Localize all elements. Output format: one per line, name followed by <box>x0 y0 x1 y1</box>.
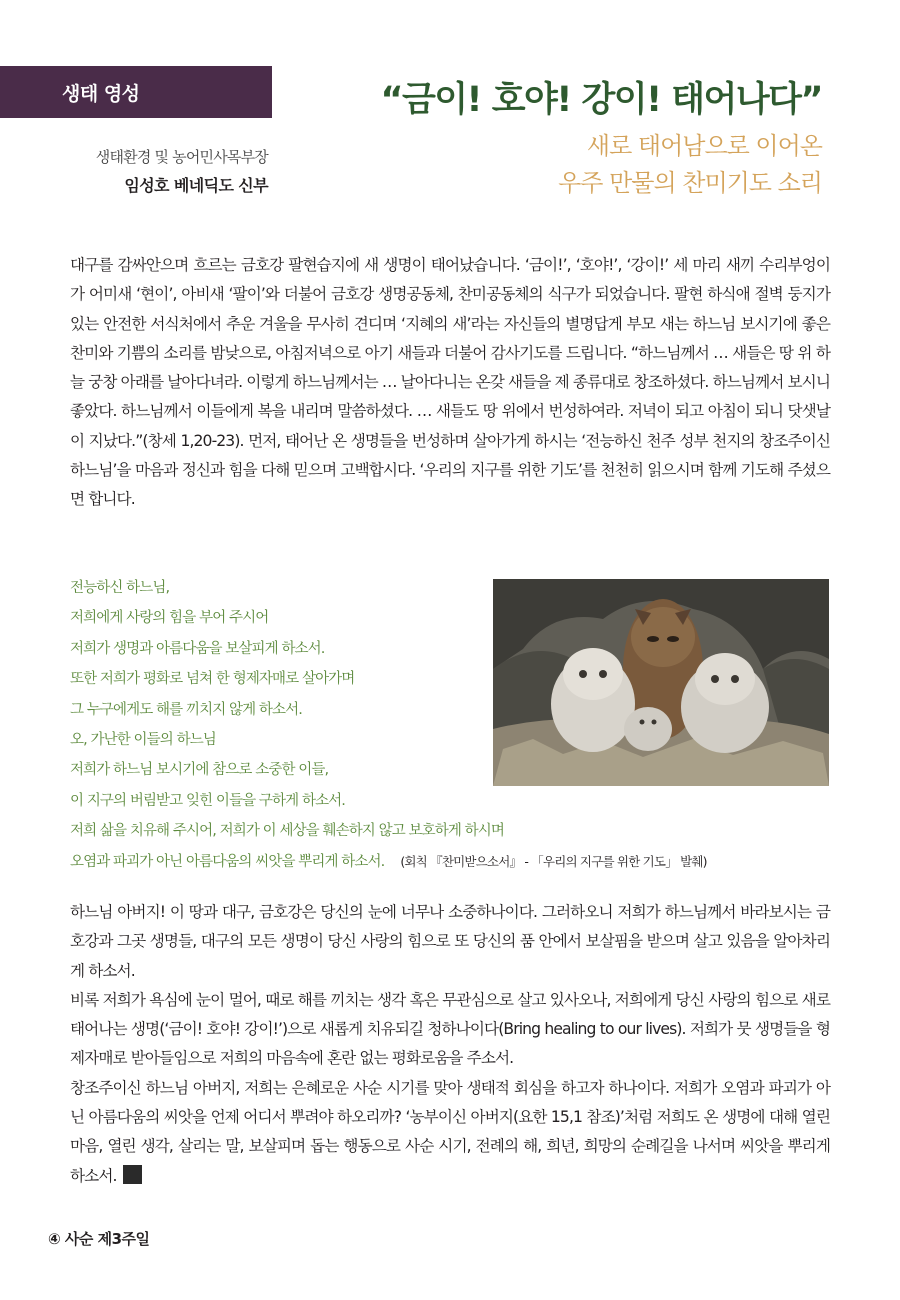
closing-paragraph: 창조주이신 하느님 아버지, 저희는 은혜로운 사순 시기를 맞아 생태적 회심을 하고자 하나이다. 저희가 오염과 파괴가 아닌 아름다움의 씨앗을 언제 어디서 뿌려야 하오리까? ‘농부이신 아버지(요한 15,1 참조)’처럼 저희도 온 생명에 대해 열린 마음, 열린 생각, 살리는 말, 보살피며 돕는 행동으로 사순 시기, 전례의 해, 희년, 희망의 순례길을 나서며 씨앗을 뿌리게 하소서. <box>70 1078 830 1185</box>
prayer-source: (회칙 『찬미받으소서』 - 「우리의 지구를 위한 기도」 발췌) <box>400 853 707 869</box>
subtitle-line: 새로 태어남으로 이어온 <box>586 132 822 160</box>
article-title: “금이! 호야! 강이! 태어나다” <box>380 80 822 120</box>
end-mark-icon <box>123 1165 142 1184</box>
prayer-line: 저희에게 사랑의 힘을 부어 주시어 <box>70 610 269 627</box>
prayer-line: 저희 삶을 치유해 주시어, 저희가 이 세상을 훼손하지 않고 보호하게 하시며 <box>70 823 505 840</box>
owl-family-photo <box>493 579 829 786</box>
closing-paragraph: 비록 저희가 욕심에 눈이 멀어, 때로 해를 끼치는 생각 혹은 무관심으로 살고 있사오나, 저희에게 당신 사랑의 힘으로 새로 태어나는 생명(‘금이! 호야! 강이!’)으로 새롭게 치유되길 청하나이다(Bring healing to our lives). 저희가 뭇 생명들을 형제자매로 받아들임으로 저희의 마음속에 혼란 없는 평화로움을 주소서. <box>70 990 830 1068</box>
intro-paragraph: 대구를 감싸안으며 흐르는 금호강 팔현습지에 새 생명이 태어났습니다. ‘금이!’, ‘호야!’, ‘강이!’ 세 마리 새끼 수리부엉이가 어미새 ‘현이’, 아비새 ‘팔이’와 더불어 금호강 생명공동체, 찬미공동체의 식구가 되었습니다. 팔현 하식애 절벽 둥지가 있는 안전한 서식처에서 추운 겨울을 무사히 견디며 ‘지혜의 새’라는 자신들의 별명답게 부모 새는 하느님 보시기에 좋은 찬미와 기쁨의 소리를 밤낮으로, 아침저녁으로 아기 새들과 더불어 감사기도를 드립니다. “하느님께서 … 새들은 땅 위 하늘 궁창 아래를 날아다녀라. 이렇게 하느님께서는 … 날아다니는 온갖 새들을 제 종류대로 창조하셨다. 하느님께서 보시니 좋았다. 하느님께서 이들에게 복을 내리며 말씀하셨다. … 새들도 땅 위에서 번성하여라. 저녁이 되고 아침이 되니 닷샛날이 지났다.”(창세 1,20-23). 먼저, 태어난 온 생명들을 번성하며 살아가게 하시는 ‘전능하신 천주 성부 천지의 창조주이신 하느님’을 마음과 정신과 힘을 다해 믿으며 고백합시다. ‘우리의 지구를 위한 기도’를 천천히 읽으시며 함께 기도해 주셨으면 합니다. <box>70 256 830 509</box>
section-tag: 생태 영성 <box>0 66 272 118</box>
prayer-block <box>70 573 707 877</box>
author-name: 임성호 베네딕도 신부 <box>124 176 268 195</box>
closing-prayer <box>70 898 830 1191</box>
prayer-line: 이 지구의 버림받고 잊힌 이들을 구하게 하소서. <box>70 792 345 809</box>
subtitle-line: 우주 만물의 찬미기도 소리 <box>558 169 822 197</box>
prayer-last-line <box>70 847 830 877</box>
prayer-line: 저희가 하느님 보시기에 참으로 소중한 이들, <box>70 762 329 779</box>
article-subtitle <box>558 128 822 202</box>
prayer-line: 오염과 파괴가 아닌 아름다움의 씨앗을 뿌리게 하소서. <box>70 853 385 870</box>
prayer-line: 오, 가난한 이들의 하느님 <box>70 732 216 749</box>
prayer-line: 저희가 생명과 아름다움을 보살피게 하소서. <box>70 640 325 657</box>
prayer-line: 또한 저희가 평화로 넘쳐 한 형제자매로 살아가며 <box>70 671 355 688</box>
prayer-line: 그 누구에게도 해를 끼치지 않게 하소서. <box>70 701 302 718</box>
page-footer: ④ 사순 제3주일 <box>48 1230 150 1248</box>
closing-paragraph-last <box>70 1074 830 1191</box>
prayer-line: 전능하신 하느님, <box>70 580 170 596</box>
author-role: 생태환경 및 농어민사목부장 <box>95 148 268 166</box>
closing-paragraph: 하느님 아버지! 이 땅과 대구, 금호강은 당신의 눈에 너무나 소중하나이다. 그러하오니 저희가 하느님께서 바라보시는 금호강과 그곳 생명들, 대구의 모든 생명이 당신 사랑의 힘으로 또 당신의 품 안에서 보살핌을 받으며 살고 있음을 알아차리게 하소서. <box>70 903 830 980</box>
